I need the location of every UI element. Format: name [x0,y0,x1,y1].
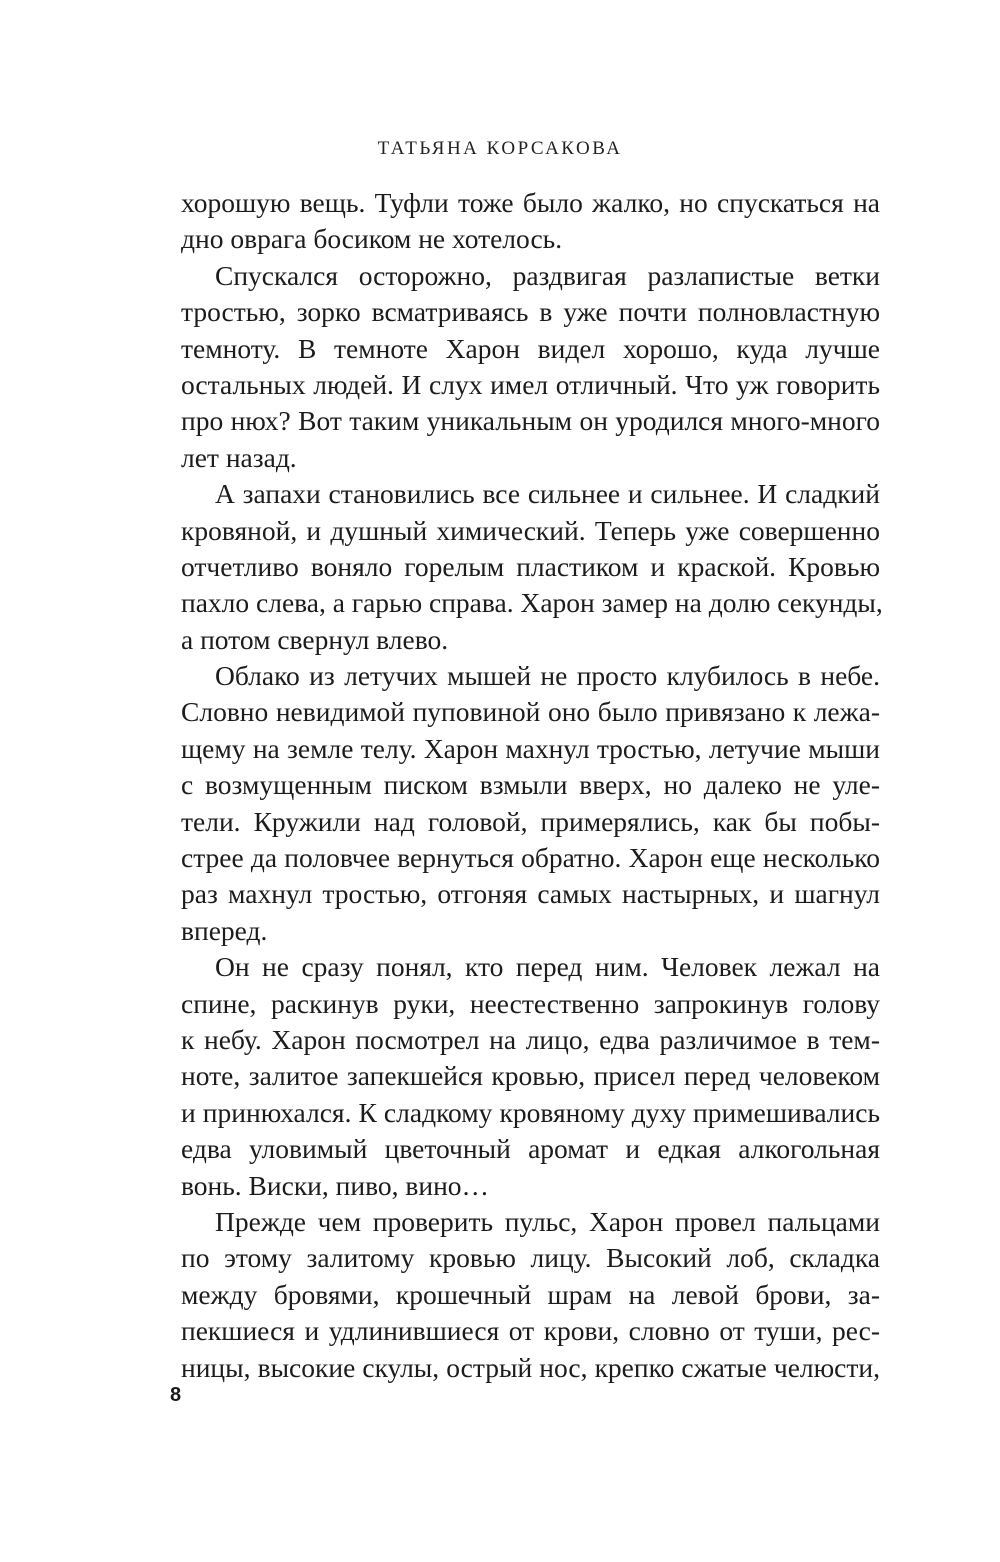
text-line: кровяной, и душный химический. Теперь уже совершенно [181,514,880,546]
text-line: пекшиеся и удлинившиеся от крови, словно от туши, рес- [181,1315,880,1347]
body-text [181,185,883,1386]
text-line: ноте, залитое запекшейся кровью, присел перед человеком [181,1060,880,1092]
text-line: вперед. [181,914,268,946]
text-line: тели. Кружили над головой, примерялись, как бы побы- [181,805,880,837]
text-line: тростью, зорко всматриваясь в уже почти полновластную [181,296,880,328]
text-line: а потом свернул влево. [181,623,449,655]
text-line: Он не сразу понял, кто перед ним. Человек лежал на [215,951,880,983]
text-line: вонь. Виски, пиво, вино… [181,1169,490,1201]
text-line: темноту. В темноте Харон видел хорошо, куда лучше [181,332,880,364]
text-line: ницы, высокие скулы, острый нос, крепко сжатые челюсти, [181,1351,880,1383]
text-line: про нюх? Вот таким уникальным он уродился много-много [181,405,880,437]
text-line: Словно невидимой пуповиной оно было привязано к лежа- [181,696,880,728]
text-line: спине, раскинув руки, неестественно запрокинув голову [181,987,880,1019]
text-line: между бровями, крошечный шрам на левой брови, за- [181,1278,880,1310]
text-line: Прежде чем проверить пульс, Харон провел пальцами [215,1205,880,1237]
running-head: ТАТЬЯНА КОРСАКОВА [377,138,623,159]
text-line: Спускался осторожно, раздвигая разлапистые ветки [215,259,880,291]
page-number: 8 [170,1384,182,1406]
text-line: по этому залитому кровью лицу. Высокий лоб, складка [181,1242,880,1274]
text-line: отчетливо воняло горелым пластиком и краской. Кровью [181,550,880,582]
text-line: лет назад. [181,441,297,473]
text-line: остальных людей. И слух имел отличный. Что уж говорить [181,368,880,400]
text-line: стрее да половчее вернуться обратно. Харон еще несколько [181,842,880,874]
text-line: пахло слева, а гарью справа. Харон замер на долю секунды, [181,587,883,619]
text-line: хорошую вещь. Туфли тоже было жалко, но спускаться на [181,187,880,218]
text-line: раз махнул тростью, отгоняя самых настырных, и шагнул [181,878,880,910]
text-line: А запахи становились все сильнее и сильнее. И сладкий [215,478,880,510]
text-line: и принюхался. К сладкому кровяному духу примешивались [181,1096,880,1128]
text-line: щему на земле телу. Харон махнул тростью, летучие мыши [181,732,880,764]
text-line: едва уловимый цветочный аромат и едкая алкогольная [181,1133,880,1165]
text-line: с возмущенным писком взмыли вверх, но далеко не уле- [181,769,880,801]
text-line: Облако из летучих мышей не просто клубилось в небе. [215,660,880,692]
text-line: дно оврага босиком не хотелось. [181,223,563,255]
text-line: к небу. Харон посмотрел на лицо, едва различимое в тем- [181,1023,880,1055]
